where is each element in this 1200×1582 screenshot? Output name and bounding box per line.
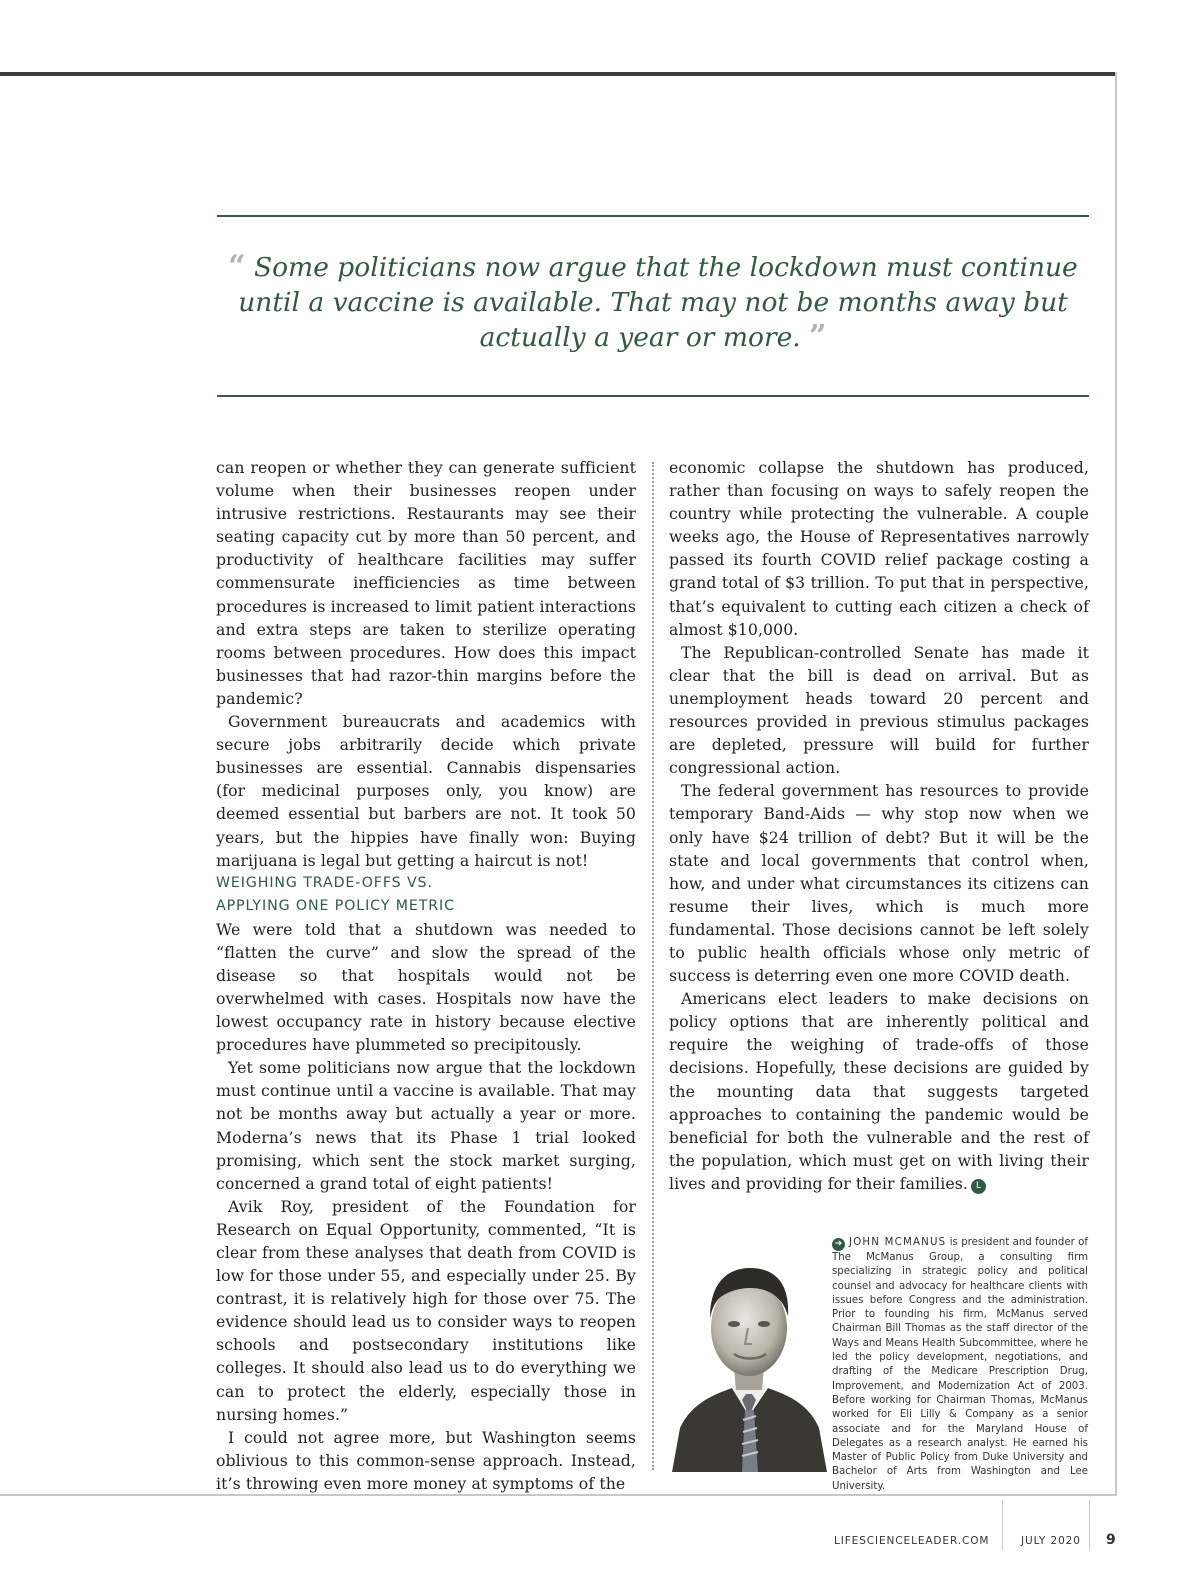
arrow-right-icon: ➔: [832, 1238, 845, 1251]
pullquote-bottom-rule: [217, 395, 1089, 397]
section-heading-line2: APPLYING ONE POLICY METRIC: [216, 897, 455, 914]
paragraph: We were told that a shutdown was needed to “flatten the curve” and slow the spread of the disease so that hospitals would not be overwhelmed with cases. Hospitals now have the lowest occupancy rate in history because elective procedures have plummeted so precipitously.: [216, 919, 636, 1055]
column-divider: [652, 462, 654, 1470]
paragraph: The Republican-controlled Senate has made it clear that the bill is dead on arrival. But as unemployment heads toward 20 percent and resources provided in previous stimulus packages are depleted, pressure will build for further congressional action.: [669, 642, 1089, 778]
paragraph-text: Americans elect leaders to make decisions on policy options that are inherently political and require the weighing of trade-offs of those decisions. Hopefully, these decisions are guided by the mounting data that suggests targeted approaches to containing the pandemic would be beneficial for both the vulnerable and the rest of the population, which must get on with living their lives and providing for their families.: [669, 989, 1089, 1193]
paragraph: I could not agree more, but Washington seems oblivious to this common-sense approach. Instead, it’s throwing even more money at symptoms of the: [216, 1427, 636, 1493]
section-heading: [216, 872, 636, 918]
article-column-right: [669, 456, 1089, 1195]
pullquote-top-rule: [217, 215, 1089, 217]
open-quote-icon: “: [228, 249, 246, 284]
paragraph: economic collapse the shutdown has produced, rather than focusing on ways to safely reopen the country while protecting the vulnerable. A couple weeks ago, the House of Representatives narrowly passed its fourth COVID relief package costing a grand total of $3 trillion. To put that in perspective, that’s equivalent to cutting each citizen a check of almost $10,000.: [669, 458, 1089, 639]
top-rule: [0, 72, 1117, 76]
paragraph: Yet some politicians now argue that the lockdown must continue until a vaccine is available. That may not be months away but actually a year or more. Moderna’s news that its Phase 1 trial looked promising, which sent the stock market surging, concerned a grand total of eight patients!: [216, 1058, 636, 1193]
section-heading-line1: WEIGHING TRADE-OFFS VS.: [216, 874, 433, 891]
paragraph: Government bureaucrats and academics with secure jobs arbitrarily decide which private businesses are essential. Cannabis dispensaries (for medicinal purposes only, you know) are deemed essential but barbers are not. It took 50 years, but the hippies have finally won: Buying marijuana is legal but getting a haircut is not!: [216, 712, 636, 870]
paragraph: can reopen or whether they can generate sufficient volume when their businesses reopen under intrusive restrictions. Restaurants may see their seating capacity cut by more than 50 percent, and productivity of healthcare facilities may suffer commensurate inefficiencies as time between procedures is increased to limit patient interactions and extra steps are taken to sterilize operating rooms between procedures. How does this impact businesses that had razor-thin margins before the pandemic?: [216, 458, 636, 708]
article-column-left: [216, 456, 636, 1495]
pullquote-text: Some politicians now argue that the lockdown must continue until a vaccine is available. That may not be months away but actually a year or more.: [238, 252, 1078, 353]
paragraph: Avik Roy, president of the Foundation for Research on Equal Opportunity, commented, “It is clear from these analyses that death from COVID is low for those under 55, and especially under 25. By contrast, it is relatively high for those over 75. The evidence should lead us to consider ways to reopen schools and postsecondary institutions like colleges. It should also lead us to do everything we can to protect the elderly, especially those in nursing homes.”: [216, 1196, 636, 1424]
author-name: JOHN MCMANUS: [849, 1237, 947, 1248]
page-number: 9: [1106, 1532, 1116, 1548]
footer-date: JULY 2020: [1021, 1535, 1081, 1547]
bio-text: is president and founder of The McManus Group, a consulting firm specializing in strategic policy and political counsel and advocacy for healthcare clients with issues before Congress and the administration. Prior to founding his firm, McManus served Chairman Bill Thomas as the staff director of the Ways and Means Health Subcommittee, where he led the policy development, negotiations, and drafting of the Medicare Prescription Drug, Improvement, and Modernization Act of 2003. Before working for Chairman Thomas, McManus worked for Eli Lilly & Company as a senior associate and for the Maryland House of Delegates as a research analyst. He earned his Master of Public Policy from Duke University and Bachelor of Arts from Washington and Lee University.: [832, 1237, 1088, 1492]
close-quote-icon: ”: [809, 319, 827, 354]
footer-divider: [1089, 1500, 1090, 1550]
paragraph: The federal government has resources to provide temporary Band-Aids — why stop now when we only have $24 trillion of debt? But it will be the state and local governments that control when, how, and under what circumstances its citizens can resume their lives, which is much more fundamental. Those decisions cannot be left solely to public health officials whose only metric of success is deterring even one more COVID death.: [669, 781, 1089, 986]
footer-site: LIFESCIENCELEADER.COM: [834, 1535, 990, 1547]
author-portrait: [672, 1240, 827, 1472]
right-page-rule: [1115, 72, 1117, 1496]
paragraph: [669, 987, 1089, 1195]
pullquote: [217, 250, 1089, 356]
author-bio: [832, 1236, 1088, 1494]
footer-divider: [1002, 1500, 1003, 1550]
end-mark-icon: L: [971, 1179, 986, 1194]
